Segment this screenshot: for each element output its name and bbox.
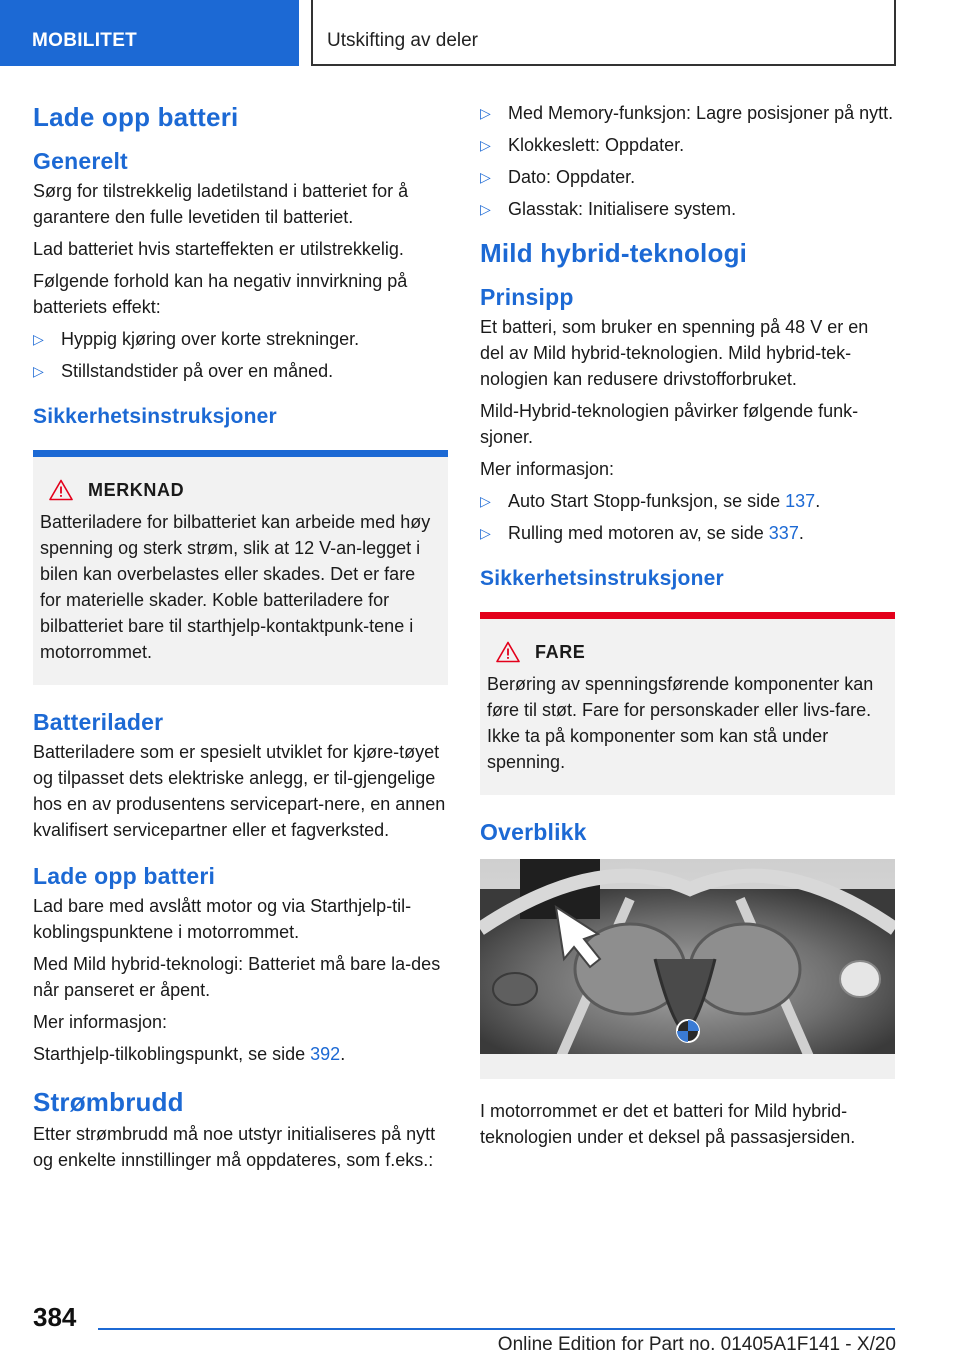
safety-heading: Sikkerhetsinstruksjoner <box>33 405 277 428</box>
right-column <box>480 100 895 1156</box>
bullet-triangle-icon: ▷ <box>480 105 491 121</box>
list-item: ▷ Dato: Oppdater. <box>480 164 895 190</box>
bullet-list <box>480 100 895 222</box>
bullet-triangle-icon: ▷ <box>480 201 491 217</box>
paragraph: Et batteri, som bruker en spenning på 48 V er en del av Mild hybrid-teknologien. Mild hybrid-tek-nologien kan redusere drivstofforbruket. <box>480 317 869 389</box>
bullet-triangle-icon: ▷ <box>480 169 491 185</box>
bullet-triangle-icon: ▷ <box>480 525 491 541</box>
notice-text: Batteriladere for bilbatteriet kan arbeide med høy spenning og sterk strøm, slik at 12 V-an-legget i bilen kan overbelastes eller skades. Det er fare for materielle skader. Koble batteriladere for bilbatteriet bare til starthjelp-kontaktpunk-tene i motorrommet. <box>40 512 431 662</box>
paragraph: Følgende forhold kan ha negativ innvirkning på batteriets effekt: <box>33 271 408 317</box>
section-tab[interactable]: MOBILITET <box>0 0 299 66</box>
paragraph: Etter strømbrudd må noe utstyr initialiseres på nytt og enkelte innstillinger må oppdateres, som f.eks.: <box>33 1124 436 1170</box>
page-link-392[interactable]: 392 <box>310 1044 341 1064</box>
subheading-batterilader: Batterilader <box>33 709 164 735</box>
list-item: ▷ Med Memory-funksjon: Lagre posisjoner på nytt. <box>480 100 895 126</box>
bullet-triangle-icon: ▷ <box>33 331 44 347</box>
list-item: ▷ Stillstandstider på over en måned. <box>33 358 448 384</box>
paragraph: Med Mild hybrid-teknologi: Batteriet må bare la-des når panseret er åpent. <box>33 954 441 1000</box>
bullet-triangle-icon: ▷ <box>33 363 44 379</box>
paragraph: Mer informasjon: <box>480 459 615 479</box>
page-link-337[interactable]: 337 <box>768 523 799 543</box>
paragraph: Lad bare med avslått motor og via Starthjelp-til-koblingspunktene i motorrommet. <box>33 896 412 942</box>
photo-caption: I motorrommet er det et batteri for Mild hybrid-teknologien under et deksel på passasjersiden. <box>480 1101 856 1147</box>
list-item: ▷ Glasstak: Initialisere system. <box>480 196 895 222</box>
page-header <box>0 0 960 66</box>
list-item: ▷ Hyppig kjøring over korte strekninger. <box>33 326 448 352</box>
warning-triangle-icon <box>49 479 73 501</box>
footer-divider <box>98 1328 895 1330</box>
paragraph: Sørg for tilstrekkelig ladetilstand i batteriet for å garantere den fulle levetiden til batteriet. <box>33 181 409 227</box>
paragraph: Mild-Hybrid-teknologien påvirker følgende funk-sjoner. <box>480 401 859 447</box>
notice-text: Berøring av spenningsførende komponenter kan føre til støt. Fare for personskader eller livs-fare. Ikke ta på komponenter som kan stå under spenning. <box>487 674 874 772</box>
paragraph: Mer informasjon: <box>33 1012 168 1032</box>
notice-box-merknad <box>33 450 448 685</box>
subheading-prinsipp: Prinsipp <box>480 284 574 310</box>
cross-reference: Starthjelp-tilkoblingspunkt, se side 392. <box>33 1044 346 1064</box>
section-heading-stromsbrudd: Strømbrudd <box>33 1087 184 1117</box>
subheading-overblikk: Overblikk <box>480 819 587 845</box>
list-item: ▷ Auto Start Stopp-funksjon, se side 137. <box>480 488 895 514</box>
bullet-triangle-icon: ▷ <box>480 493 491 509</box>
paragraph: Lad batteriet hvis starteffekten er utilstrekkelig. <box>33 239 404 259</box>
page-number: 384 <box>33 1302 77 1332</box>
engine-bay-photo <box>480 859 895 1079</box>
notice-title: FARE <box>535 641 586 662</box>
notice-title: MERKNAD <box>88 479 185 500</box>
paragraph: Batteriladere som er spesielt utviklet for kjøre-tøyet og tilpasset dets elektriske anlegg, er til-gjengelige hos en av produsentens servicepart-nere, en annen kvalifisert servicepartner eller et fagverksted. <box>33 742 446 840</box>
list-item: ▷ Rulling med motoren av, se side 337. <box>480 520 895 546</box>
warning-triangle-icon <box>496 641 520 663</box>
chapter-tab[interactable]: Utskifting av deler <box>311 0 896 66</box>
safety-heading: Sikkerhetsinstruksjoner <box>480 567 724 590</box>
bullet-list <box>33 326 448 384</box>
bullet-triangle-icon: ▷ <box>480 137 491 153</box>
subheading-lade-opp-batteri: Lade opp batteri <box>33 863 216 889</box>
bullet-list <box>480 488 895 546</box>
subheading-generelt: Generelt <box>33 148 128 174</box>
page-link-137[interactable]: 137 <box>785 491 816 511</box>
section-heading-lade-opp-batteri: Lade opp batteri <box>33 102 239 132</box>
section-heading-mild-hybrid: Mild hybrid-teknologi <box>480 238 748 268</box>
edition-footer: Online Edition for Part no. 01405A1F141 - X/20 <box>497 1334 896 1355</box>
list-item: ▷ Klokkeslett: Oppdater. <box>480 132 895 158</box>
notice-box-fare <box>480 612 895 795</box>
left-column <box>33 100 448 1179</box>
